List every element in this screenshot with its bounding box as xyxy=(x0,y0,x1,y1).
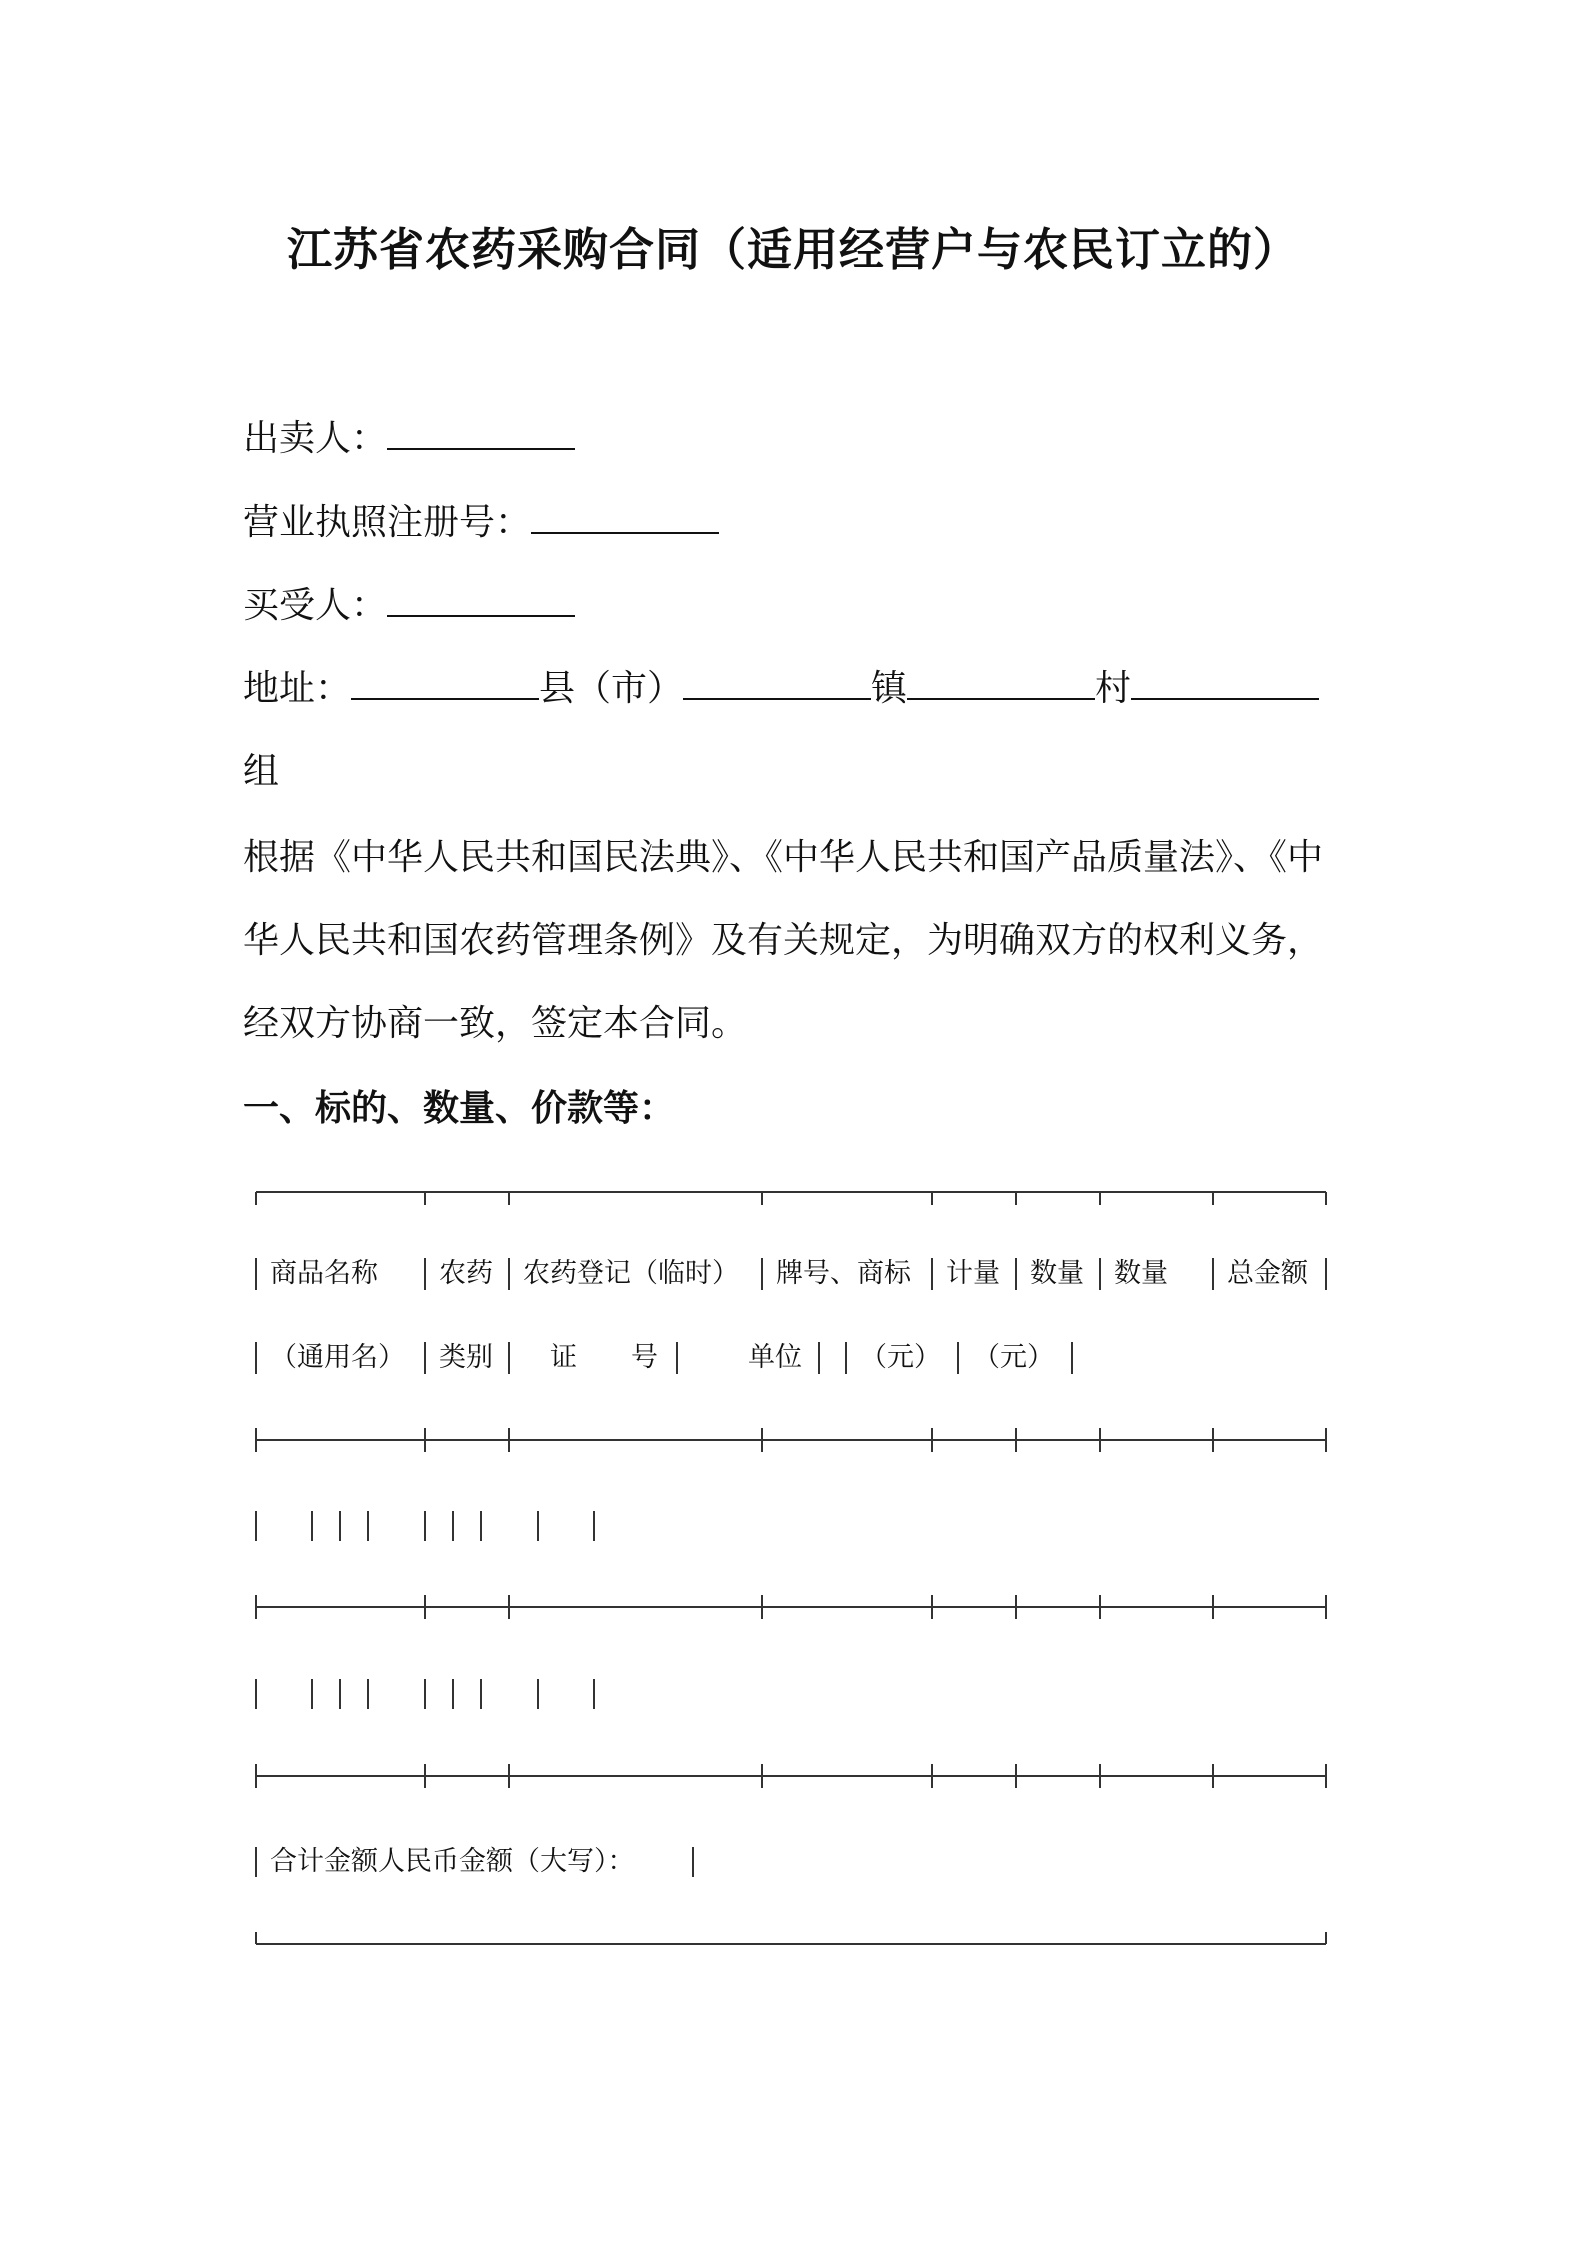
header-yuan-2: （元） xyxy=(973,1342,1054,1373)
header-cert-number: 证 号 xyxy=(550,1342,658,1373)
intro-line-2: 华人民共和国农药管理条例》及有关规定，为明确双方的权利义务， xyxy=(243,920,1324,961)
seller-label: 出卖人： xyxy=(243,418,388,459)
header-yuan-1: （元） xyxy=(860,1342,941,1373)
header-registration: 农药登记（临时） xyxy=(523,1258,739,1289)
total-amount-label: 合计金额人民币金额（大写）： xyxy=(270,1846,635,1877)
header-quantity-1: 数量 xyxy=(1030,1258,1084,1289)
header-product-name: 商品名称 xyxy=(270,1258,378,1289)
header-pesticide: 农药 xyxy=(439,1258,493,1289)
header-total-amount: 总金额 xyxy=(1227,1258,1308,1289)
section-1-heading: 一、标的、数量、价款等： xyxy=(243,1088,676,1129)
header-quantity-2: 数量 xyxy=(1114,1258,1168,1289)
intro-line-3: 经双方协商一致，签定本合同。 xyxy=(243,1003,748,1044)
license-label: 营业执照注册号： xyxy=(243,502,532,543)
county-label: 县（市） xyxy=(539,668,684,709)
group-label: 组 xyxy=(243,751,280,792)
header-unit: 单位 xyxy=(748,1342,802,1373)
address-label: 地址： xyxy=(243,668,352,709)
header-measure: 计量 xyxy=(946,1258,1000,1289)
header-brand: 牌号、商标 xyxy=(776,1258,911,1289)
buyer-label: 买受人： xyxy=(243,585,388,626)
header-generic-name: （通用名） xyxy=(270,1342,405,1373)
contract-title: 江苏省农药采购合同（适用经营户与农民订立的） xyxy=(286,223,1299,276)
village-label: 村 xyxy=(1095,668,1132,709)
intro-line-1: 根据《中华人民共和国民法典》、《中华人民共和国产品质量法》、《中 xyxy=(243,837,1324,878)
top-ticks xyxy=(256,1192,1326,1205)
header-category: 类别 xyxy=(439,1342,493,1373)
town-label: 镇 xyxy=(871,668,908,709)
